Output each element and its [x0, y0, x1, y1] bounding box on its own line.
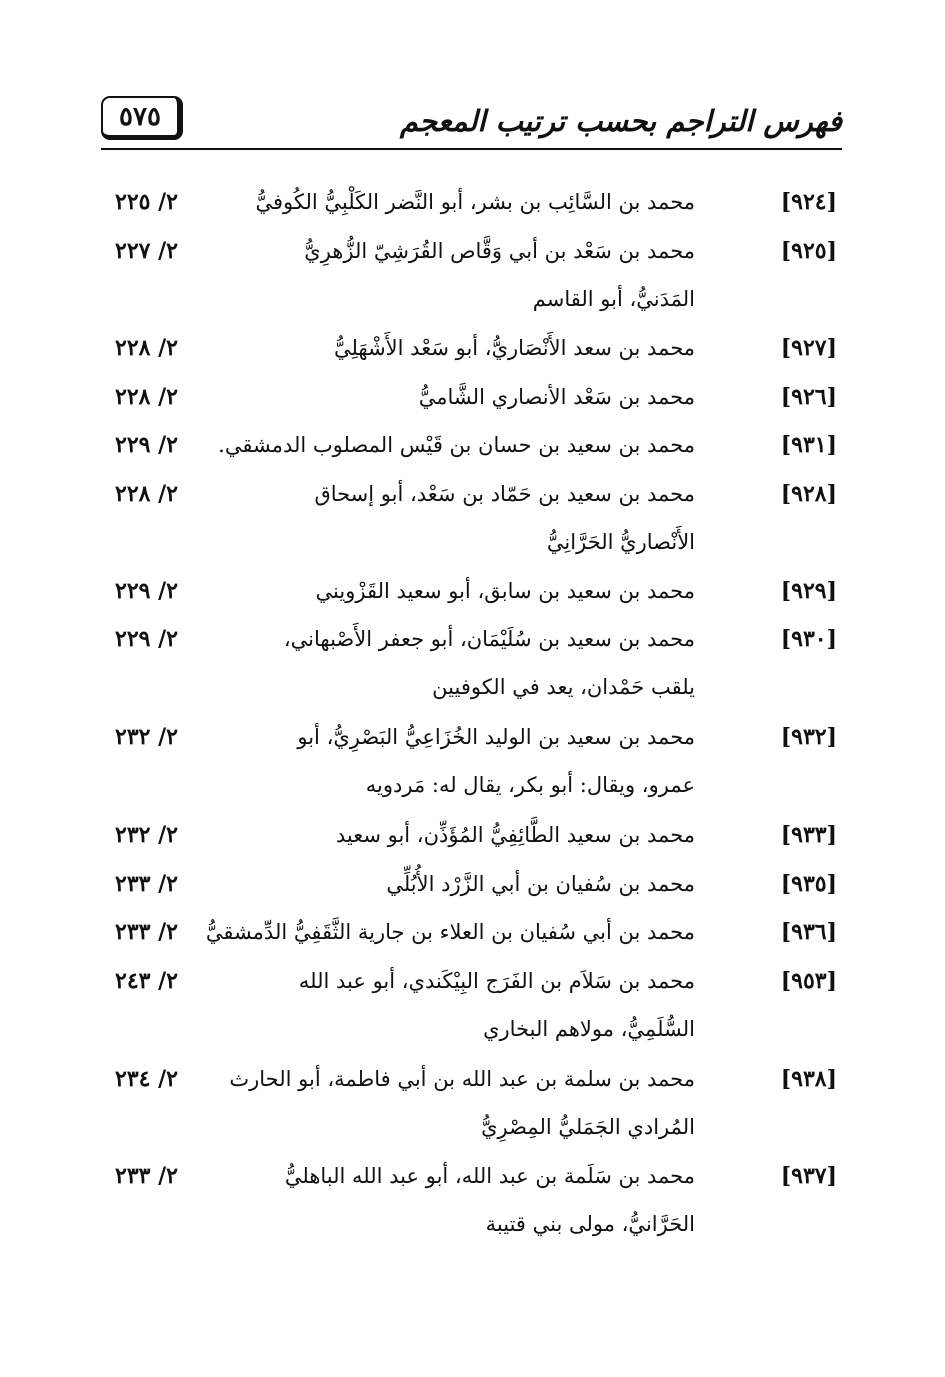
- entry-number: [٩٢٩]: [780, 578, 837, 604]
- list-item: [0, 1055, 945, 1103]
- entry-reference: ٢/ ٢٢٥: [115, 189, 178, 215]
- entry-name: محمد بن سَلاَم بن الفَرَج البِيْكَندي، أبو عبد الله: [298, 969, 695, 993]
- entry-name-continuation: المَدَنيُّ، أبو القاسم: [532, 287, 695, 311]
- entry-number: [٩٢٦]: [780, 384, 837, 410]
- list-item: [0, 615, 945, 663]
- entry-name-continuation: يلقب حَمْدان، يعد في الكوفيين: [432, 675, 695, 699]
- entry-number: [٩٢٨]: [780, 481, 837, 507]
- list-item: [0, 860, 945, 908]
- entry-number: [٩٥٣]: [780, 968, 837, 994]
- entry-number: [٩٢٧]: [780, 335, 837, 361]
- entry-number: [٩٣٦]: [780, 919, 837, 945]
- entry-number: [٩٢٥]: [780, 238, 837, 264]
- entry-number: [٩٣٥]: [780, 871, 837, 897]
- entry-name: محمد بن سعيد بن حسان بن قَيْس المصلوب الدمشقي.: [218, 433, 695, 457]
- entry-name: محمد بن السَّائِب بن بشر، أبو النَّضر الكَلْبِيُّ الكُوفيُّ: [255, 190, 695, 214]
- list-item: [0, 324, 945, 372]
- list-item: [0, 470, 945, 518]
- page-title: فهرس التراجم بحسب ترتيب المعجم: [399, 104, 842, 138]
- entry-name: محمد بن سعيد بن حَمّاد بن سَعْد، أبو إسحاق: [314, 482, 695, 506]
- entry-number: [٩٣٣]: [780, 822, 837, 848]
- entry-name: محمد بن سَعْد الأنصاري الشَّاميُّ: [418, 385, 695, 409]
- list-item: [0, 1152, 945, 1200]
- entry-name: محمد بن سعد الأَنْصَاريُّ، أبو سَعْد الأَشْهَلِيُّ: [333, 336, 695, 360]
- entry-reference: ٢/ ٢٣٢: [115, 724, 178, 750]
- list-item: [0, 178, 945, 226]
- entry-name-continuation: الأَنْصاريُّ الحَرَّانِيُّ: [546, 530, 695, 554]
- entry-name: محمد بن سعيد بن سابق، أبو سعيد القَزْويني: [315, 579, 695, 603]
- entry-name: محمد بن سعيد بن الوليد الخُزَاعِيُّ البَصْرِيُّ، أبو: [297, 725, 695, 749]
- entry-name: محمد بن سُفيان بن أبي الزَّرْد الأُبُلِّي: [386, 872, 695, 896]
- entry-reference: ٢/ ٢٢٨: [115, 335, 178, 361]
- entry-name-continuation: الحَرَّانيُّ، مولى بني قتيبة: [485, 1212, 695, 1236]
- header-divider: [101, 148, 842, 150]
- list-item: [0, 811, 945, 859]
- list-item: [0, 373, 945, 421]
- entry-reference: ٢/ ٢٢٩: [115, 432, 178, 458]
- entry-reference: ٢/ ٢٣٤: [115, 1066, 178, 1092]
- entry-name: محمد بن سعيد الطَّائِفِيُّ المُؤَذِّن، أبو سعيد: [335, 823, 695, 847]
- entry-reference: ٢/ ٢٣٣: [115, 919, 178, 945]
- list-item: [0, 908, 945, 956]
- page-number: ٥٧٥: [101, 96, 183, 140]
- list-item: [0, 713, 945, 761]
- entry-number: [٩٣٧]: [780, 1163, 837, 1189]
- entry-number: [٩٣٠]: [780, 626, 837, 652]
- entry-name-continuation: عمرو، ويقال: أبو بكر، يقال له: مَردويه: [365, 773, 695, 797]
- entry-number: [٩٣١]: [780, 432, 837, 458]
- entry-reference: ٢/ ٢٢٩: [115, 578, 178, 604]
- list-item: [0, 421, 945, 469]
- entry-reference: ٢/ ٢٢٩: [115, 626, 178, 652]
- entry-name: محمد بن سلمة بن عبد الله بن أبي فاطمة، أبو الحارث: [229, 1067, 695, 1091]
- entry-name: محمد بن سعيد بن سُلَيْمَان، أبو جعفر الأَصْبهاني،: [283, 627, 695, 651]
- entry-reference: ٢/ ٢٢٨: [115, 481, 178, 507]
- entry-name: محمد بن أبي سُفيان بن العلاء بن جارية الثَّقَفِيُّ الدِّمشقيُّ: [205, 920, 695, 944]
- entry-name: محمد بن سَعْد بن أبي وَقَّاص القُرَشِيّ الزُّهرِيُّ: [304, 239, 695, 263]
- list-item: [0, 227, 945, 275]
- entry-name-continuation: المُرادي الجَمَليُّ المِصْرِيُّ: [481, 1115, 695, 1139]
- entry-number: [٩٣٨]: [780, 1066, 837, 1092]
- entry-reference: ٢/ ٢٢٨: [115, 384, 178, 410]
- entry-number: [٩٣٢]: [780, 724, 837, 750]
- entry-number: [٩٢٤]: [780, 189, 837, 215]
- entry-name-continuation: السُّلَمِيُّ، مولاهم البخاري: [483, 1017, 695, 1041]
- entry-reference: ٢/ ٢٢٧: [115, 238, 178, 264]
- entry-reference: ٢/ ٢٤٣: [115, 968, 178, 994]
- entry-reference: ٢/ ٢٣٢: [115, 822, 178, 848]
- entry-name: محمد بن سَلَمة بن عبد الله، أبو عبد الله الباهليُّ: [284, 1164, 695, 1188]
- entry-reference: ٢/ ٢٣٣: [115, 1163, 178, 1189]
- list-item: [0, 567, 945, 615]
- list-item: [0, 957, 945, 1005]
- entry-reference: ٢/ ٢٣٣: [115, 871, 178, 897]
